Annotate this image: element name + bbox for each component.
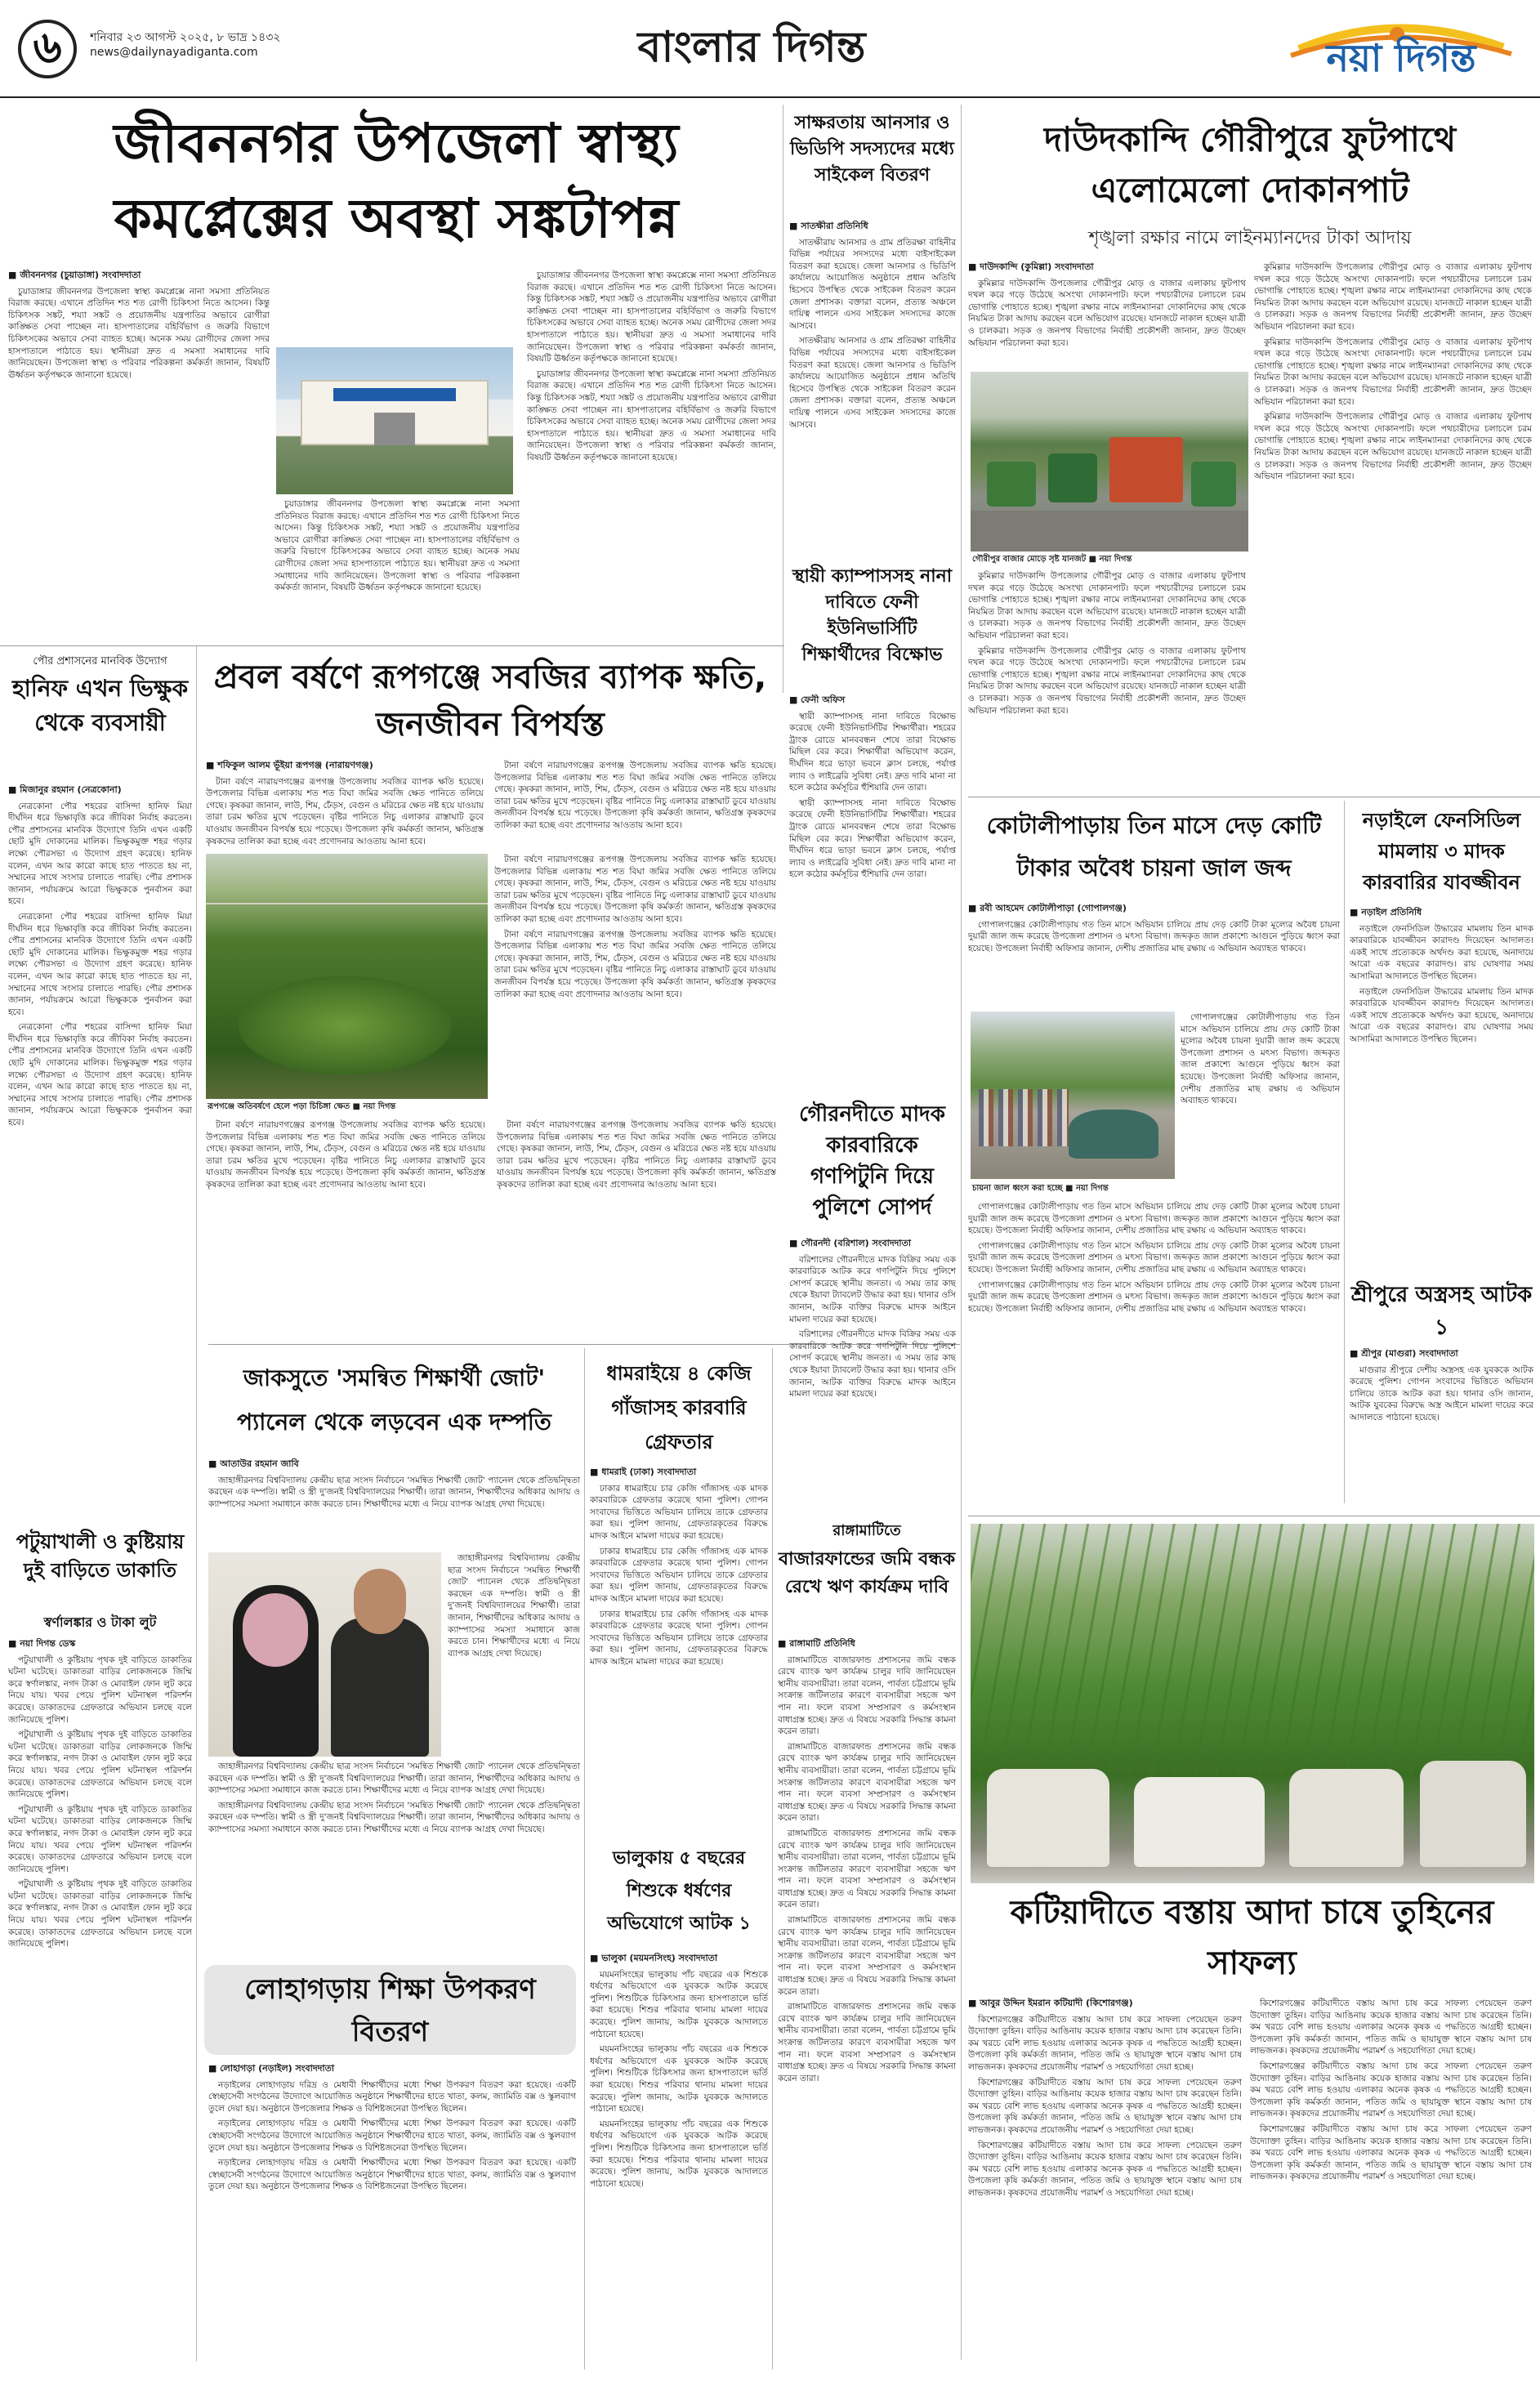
dhamrai-body-cont2: ঢাকার ধামরাইয়ে চার কেজি গাঁজাসহ এক মাদক কারবারিকে গ্রেফতার করেছে থানা পুলিশ। গোপন সংবাদের ভিত্তিতে অভিযান চালিয়ে তাকে গ্রেফতার করা হয়। পুলিশ জানায়, গ্রেফতারকৃতের বিরুদ্ধে মাদক আইনে মামলা দায়ের করা হয়েছে। xyxy=(590,1609,768,1667)
daudkandi-headline[interactable]: দাউদকান্দি গৌরীপুরে ফুটপাথে এলোমেলো দোকানপাট xyxy=(1043,119,1457,210)
narail-body-cont: নড়াইলে ফেনসিডিল উদ্ধারের মামলায় তিন মাদক কারবারিকে যাবজ্জীবন কারাদণ্ড দিয়েছেন আদালত। একই সাথে প্রত্যেককে অর্থদণ্ড করা হয়েছে, অনাদায়ে আরো এক বছরের কারাদণ্ড। রায় ঘোষণার সময় আসামিরা আদালতে উপস্থিত ছিলেন। xyxy=(1350,986,1533,1044)
sack xyxy=(1420,1761,1526,1867)
masthead-divider xyxy=(0,96,1540,98)
kotalipara-article-bottom xyxy=(968,1201,1340,1507)
rangamati-headline[interactable]: বাজারফান্ডের জমি বন্ধক রেখে ঋণ কার্যক্রম দাবি xyxy=(778,1549,956,1597)
rupganj-body-cont5: টানা বর্ষণে নারায়ণগঞ্জের রূপগঞ্জ উপজেলায় সবজির ব্যাপক ক্ষতি হয়েছে। উপজেলার বিভিন্ন এলাকায় শত শত বিঘা জমির সবজি ক্ষেত পানিতে তলিয়ে গেছে। কৃষকরা জানান, লাউ, শিম, ঢেঁড়স, বেগুন ও মরিচের ক্ষেত নষ্ট হয়ে যাওয়ায় তারা চরম ক্ষতির মুখে পড়েছেন। বৃষ্টির পানিতে নিচু এলাকার রাস্তাঘাট ডুবে যাওয়ায় জনজীবন বিপর্যস্ত হয়ে পড়েছে। উপজেলা কৃষি কর্মকর্তা জানান, ক্ষতিগ্রস্ত কৃষকদের তালিকা করা হচ্ছে এবং প্রণোদনার আওতায় আনা হবে। xyxy=(497,1120,776,1190)
jibannagar-body-cont3: চুয়াডাঙ্গার জীবননগর উপজেলা স্বাস্থ্য কমপ্লেক্সে নানা সমস্যা প্রতিনিয়ত বিরাজ করছে। এখানে প্রতিদিন শত শত রোগী চিকিৎসা নিতে আসেন। কিন্তু চিকিৎসক সঙ্কট, শয্যা সঙ্কট ও প্রয়োজনীয় যন্ত্রপাতির অভাবে রোগীরা কাঙ্ক্ষিত সেবা পাচ্ছেন না। হাসপাতালের বহির্বিভাগ ও জরুরি বিভাগে চিকিৎসকের অভাবে সেবা ব্যাহত হচ্ছে। অনেক সময় রোগীদের জেলা সদর হাসপাতালে পাঠাতে হয়। স্থানীয়রা দ্রুত এ সমস্যা সমাধানের দাবি জানিয়েছেন। উপজেলা স্বাস্থ্য ও পরিবার পরিকল্পনা কর্মকর্তা জানান, বিষয়টি ঊর্ধ্বতন কর্তৃপক্ষকে জানানো হয়েছে। xyxy=(527,368,776,462)
bhaluka-byline: ■ ভালুকা (ময়মনসিংহ) সংবাদদাতা xyxy=(590,1953,718,1963)
kotiadi-headline[interactable]: কটিয়াদীতে বস্তায় আদা চাষে তুহিনের সাফল্য xyxy=(1010,1894,1494,1982)
jibannagar-body-cont: চুয়াডাঙ্গার জীবননগর উপজেলা স্বাস্থ্য কমপ্লেক্সে নানা সমস্যা প্রতিনিয়ত বিরাজ করছে। এখানে প্রতিদিন শত শত রোগী চিকিৎসা নিতে আসেন। কিন্তু চিকিৎসক সঙ্কট, শয্যা সঙ্কট ও প্রয়োজনীয় যন্ত্রপাতির অভাবে রোগীরা কাঙ্ক্ষিত সেবা পাচ্ছেন না। হাসপাতালের বহির্বিভাগ ও জরুরি বিভাগে চিকিৎসকের অভাবে সেবা ব্যাহত হচ্ছে। অনেক সময় রোগীদের জেলা সদর হাসপাতালে পাঠাতে হয়। স্থানীয়রা দ্রুত এ সমস্যা সমাধানের দাবি জানিয়েছেন। উপজেলা স্বাস্থ্য ও পরিবার পরিকল্পনা কর্মকর্তা জানান, বিষয়টি ঊর্ধ্বতন কর্তৃপক্ষকে জানানো হয়েছে। xyxy=(275,499,520,593)
kotalipara-body-cont3: গোপালগঞ্জের কোটালীপাড়ায় গত তিন মাসে অভিযান চালিয়ে প্রায় দেড় কোটি টাকা মূল্যের অবৈধ চায়না দুয়ারী জাল জব্দ করেছে উপজেলা প্রশাসন ও মৎস্য বিভাগ। জব্দকৃত জাল প্রকাশ্যে আগুনে পুড়িয়ে ধ্বংস করা হয়েছে। উপজেলা নির্বাহী অফিসার জানান, দেশীয় প্রজাতির মাছ রক্ষায় এ অভিযান অব্যাহত থাকবে। xyxy=(968,1240,1340,1275)
rangamati-article xyxy=(778,1638,956,2361)
gournadi-byline: ■ গৌরনদী (বরিশাল) সংবাদদাতা xyxy=(789,1238,912,1248)
kotiadi-body: কিশোরগঞ্জের কটিয়াদীতে বস্তায় আদা চাষ করে সাফল্য পেয়েছেন তরুণ উদ্যোক্তা তুহিন। বাড়ির আঙিনায় কয়েক হাজার বস্তায় আদা চাষ করেছেন তিনি। কম খরচে বেশি লাভ হওয়ায় এলাকার অনেক কৃষক এ পদ্ধতিতে আগ্রহী হচ্ছেন। উপজেলা কৃষি কর্মকর্তা জানান, পতিত জমি ও ছায়াযুক্ত স্থানে বস্তায় আদা চাষ লাভজনক। কৃষকদের প্রয়োজনীয় পরামর্শ ও সহযোগিতা দেয়া হচ্ছে। xyxy=(968,2014,1242,2072)
daudkandi-subhead: শৃঙ্খলা রক্ষার নামে লাইনম্যানদের টাকা আদায় xyxy=(1088,228,1412,248)
lohagara-body-cont2: নড়াইলের লোহাগড়ায় দরিদ্র ও মেধাবী শিক্ষার্থীদের মধ্যে শিক্ষা উপকরণ বিতরণ করা হয়েছে। একটি স্বেচ্ছাসেবী সংগঠনের উদ্যোগে আয়োজিত অনুষ্ঠানে শিক্ষার্থীদের হাতে খাতা, কলম, জ্যামিতি বক্স ও স্কুলব্যাগ তুলে দেয়া হয়। অনুষ্ঠানে উপজেলার শিক্ষক ও বিশিষ্টজনেরা উপস্থিত ছিলেন। xyxy=(208,2158,576,2192)
patuakhali-byline: ■ নয়া দিগন্ত ডেস্ক xyxy=(8,1638,76,1649)
kotiadi-body-cont4: কিশোরগঞ্জের কটিয়াদীতে বস্তায় আদা চাষ করে সাফল্য পেয়েছেন তরুণ উদ্যোক্তা তুহিন। বাড়ির আঙিনায় কয়েক হাজার বস্তায় আদা চাষ করেছেন তিনি। কম খরচে বেশি লাভ হওয়ায় এলাকার অনেক কৃষক এ পদ্ধতিতে আগ্রহী হচ্ছেন। উপজেলা কৃষি কর্মকর্তা জানান, পতিত জমি ও ছায়াযুক্ত স্থানে বস্তায় আদা চাষ লাভজনক। কৃষকদের প্রয়োজনীয় পরামর্শ ও সহযোগিতা দেয়া হচ্ছে। xyxy=(1250,2061,1532,2119)
ginger-sacks-photo xyxy=(971,1524,1534,1883)
patuakhali-body-cont: পটুয়াখালী ও কুষ্টিয়ায় পৃথক দুই বাড়িতে ডাকাতির ঘটনা ঘটেছে। ডাকাতরা বাড়ির লোকজনকে জিম্মি করে স্বর্ণালঙ্কার, নগদ টাকা ও মোবাইল ফোন লুট করে নিয়ে যায়। খবর পেয়ে পুলিশ ঘটনাস্থল পরিদর্শন করেছে। ডাকাতদের গ্রেফতারে অভিযান চলছে বলে জানিয়েছে পুলিশ। xyxy=(8,1730,192,1800)
vegetable-field-photo xyxy=(206,854,488,1099)
jibannagar-body: চুয়াডাঙ্গার জীবননগর উপজেলা স্বাস্থ্য কমপ্লেক্সে নানা সমস্যা প্রতিনিয়ত বিরাজ করছে। এখানে প্রতিদিন শত শত রোগী চিকিৎসা নিতে আসেন। কিন্তু চিকিৎসক সঙ্কট, শয্যা সঙ্কট ও প্রয়োজনীয় যন্ত্রপাতির অভাবে রোগীরা কাঙ্ক্ষিত সেবা পাচ্ছেন না। হাসপাতালের বহির্বিভাগ ও জরুরি বিভাগে চিকিৎসকের অভাবে সেবা ব্যাহত হচ্ছে। অনেক সময় রোগীদের জেলা সদর হাসপাতালে পাঠাতে হয়। স্থানীয়রা দ্রুত এ সমস্যা সমাধানের দাবি জানিয়েছেন। উপজেলা স্বাস্থ্য ও পরিবার পরিকল্পনা কর্মকর্তা জানান, বিষয়টি ঊর্ধ্বতন কর্তৃপক্ষকে জানানো হয়েছে। xyxy=(8,286,270,380)
lohagara-byline: ■ লোহাগড়া (নড়াইল) সংবাদদাতা xyxy=(208,2063,335,2074)
dhamrai-byline: ■ ধামরাই (ঢাকা) সংবাদদাতা xyxy=(590,1467,697,1477)
narail-article xyxy=(1350,907,1533,1270)
daudkandi-caption: গৌরীপুর বাজার মোড়ে সৃষ্ট যানজট ■ নয়া দিগন্ত xyxy=(972,555,1132,564)
patuakhali-body-cont3: পটুয়াখালী ও কুষ্টিয়ায় পৃথক দুই বাড়িতে ডাকাতির ঘটনা ঘটেছে। ডাকাতরা বাড়ির লোকজনকে জিম্মি করে স্বর্ণালঙ্কার, নগদ টাকা ও মোবাইল ফোন লুট করে নিয়ে যায়। খবর পেয়ে পুলিশ ঘটনাস্থল পরিদর্শন করেছে। ডাকাতদের গ্রেফতারে অভিযান চলছে বলে জানিয়েছে পুলিশ। xyxy=(8,1879,192,1949)
rangamati-body-cont3: রাঙ্গামাটিতে বাজারফান্ড প্রশাসনের জমি বন্ধক রেখে ব্যাংক ঋণ কার্যক্রম চালুর দাবি জানিয়েছেন স্থানীয় ব্যবসায়ীরা। তারা বলেন, পার্বত্য চট্টগ্রামে ভূমি সংক্রান্ত জটিলতার কারণে ব্যবসায়ীরা সহজে ঋণ পান না। ফলে ব্যবসা সম্প্রসারণ ও কর্মসংস্থান বাধাগ্রস্ত হচ্ছে। দ্রুত এ বিষয়ে সরকারি সিদ্ধান্ত কামনা করেন তারা। xyxy=(778,1915,956,1997)
feni-article xyxy=(789,694,956,1095)
kotalipara-body: গোপালগঞ্জের কোটালীপাড়ায় গত তিন মাসে অভিযান চালিয়ে প্রায় দেড় কোটি টাকা মূল্যের অবৈধ চায়না দুয়ারী জাল জব্দ করেছে উপজেলা প্রশাসন ও মৎস্য বিভাগ। জব্দকৃত জাল প্রকাশ্যে আগুনে পুড়িয়ে ধ্বংস করা হয়েছে। উপজেলা নির্বাহী অফিসার জানান, দেশীয় প্রজাতির মাছ রক্ষায় এ অভিযান অব্যাহত থাকবে। xyxy=(968,919,1340,953)
column-rule xyxy=(772,1348,773,2369)
saksharata-byline: ■ সাতক্ষীরা প্রতিনিধি xyxy=(789,221,868,231)
kotiadi-body-cont3: কিশোরগঞ্জের কটিয়াদীতে বস্তায় আদা চাষ করে সাফল্য পেয়েছেন তরুণ উদ্যোক্তা তুহিন। বাড়ির আঙিনায় কয়েক হাজার বস্তায় আদা চাষ করেছেন তিনি। কম খরচে বেশি লাভ হওয়ায় এলাকার অনেক কৃষক এ পদ্ধতিতে আগ্রহী হচ্ছেন। উপজেলা কৃষি কর্মকর্তা জানান, পতিত জমি ও ছায়াযুক্ত স্থানে বস্তায় আদা চাষ লাভজনক। কৃষকদের প্রয়োজনীয় পরামর্শ ও সহযোগিতা দেয়া হচ্ছে। xyxy=(1250,1998,1532,2056)
cng-vehicle xyxy=(987,462,1036,507)
kotalipara-article-col2 xyxy=(1181,1011,1340,1199)
net-pile xyxy=(1069,1110,1158,1159)
kotalipara-byline: ■ রবী আহমেদ কোটালীপাড়া (গোপালগঞ্জ) xyxy=(968,903,1127,913)
daudkandi-article-col2 xyxy=(1254,261,1532,793)
lohagara-body: নড়াইলের লোহাগড়ায় দরিদ্র ও মেধাবী শিক্ষার্থীদের মধ্যে শিক্ষা উপকরণ বিতরণ করা হয়েছে। একটি স্বেচ্ছাসেবী সংগঠনের উদ্যোগে আয়োজিত অনুষ্ঠানে শিক্ষার্থীদের হাতে খাতা, কলম, জ্যামিতি বক্স ও স্কুলব্যাগ তুলে দেয়া হয়। অনুষ্ঠানে উপজেলার শিক্ষক ও বিশিষ্টজনেরা উপস্থিত ছিলেন। xyxy=(208,2079,576,2114)
jakshu-headline[interactable]: জাকসুতে 'সমন্বিত শিক্ষার্থী জোট' প্যানেল থেকে লড়বেন এক দম্পতি xyxy=(237,1364,551,1436)
gournadi-body: বরিশালের গৌরনদীতে মাদক বিক্রির সময় এক কারবারিকে আটক করে গণপিটুনি দিয়ে পুলিশে সোপর্দ করেছে স্থানীয় জনতা। এ সময় তার কাছ থেকে ইয়াবা ট্যাবলেট উদ্ধার করা হয়। থানার ওসি জানান, আটক ব্যক্তির বিরুদ্ধে মাদক আইনে মামলা দায়ের করা হয়েছে। xyxy=(789,1254,956,1324)
trellis-frame xyxy=(206,903,488,904)
dhamrai-body-cont: ঢাকার ধামরাইয়ে চার কেজি গাঁজাসহ এক মাদক কারবারিকে গ্রেফতার করেছে থানা পুলিশ। গোপন সংবাদের ভিত্তিতে অভিযান চালিয়ে তাকে গ্রেফতার করা হয়। পুলিশ জানায়, গ্রেফতারকৃতের বিরুদ্ধে মাদক আইনে মামলা দায়ের করা হয়েছে। xyxy=(590,1546,768,1604)
section-rule xyxy=(0,645,784,646)
sripur-body: মাগুরার শ্রীপুরে দেশীয় অস্ত্রসহ এক যুবককে আটক করেছে পুলিশ। গোপন সংবাদের ভিত্তিতে অভিযান চালিয়ে তাকে আটক করা হয়। থানার ওসি জানান, আটক যুবকের বিরুদ্ধে অস্ত্র আইনে মামলা দায়ের করে আদালতে পাঠানো হয়েছে। xyxy=(1350,1364,1533,1422)
kotalipara-body-cont2: গোপালগঞ্জের কোটালীপাড়ায় গত তিন মাসে অভিযান চালিয়ে প্রায় দেড় কোটি টাকা মূল্যের অবৈধ চায়না দুয়ারী জাল জব্দ করেছে উপজেলা প্রশাসন ও মৎস্য বিভাগ। জব্দকৃত জাল প্রকাশ্যে আগুনে পুড়িয়ে ধ্বংস করা হয়েছে। উপজেলা নির্বাহী অফিসার জানান, দেশীয় প্রজাতির মাছ রক্ষায় এ অভিযান অব্যাহত থাকবে। xyxy=(968,1202,1340,1236)
feni-body-cont: স্থায়ী ক্যাম্পাসসহ নানা দাবিতে বিক্ষোভ করেছে ফেনী ইউনিভার্সিটির শিক্ষার্থীরা। শহরের ট্রাংক রোডে মানববন্ধন শেষে তারা বিক্ষোভ মিছিল বের করে। শিক্ষার্থীরা অভিযোগ করেন, দীর্ঘদিন ধরে ভাড়া ভবনে ক্লাস চলছে, পর্যাপ্ত ল্যাব ও লাইব্রেরি সুবিধা নেই। দ্রুত দাবি মানা না হলে কঠোর কর্মসূচির হুঁশিয়ারি দেন তারা। xyxy=(789,797,956,880)
lohagara-headline[interactable]: লোহাগড়ায় শিক্ষা উপকরণ বিতরণ xyxy=(204,1965,576,2055)
sack xyxy=(1134,1777,1265,1867)
rupganj-body-cont3: টানা বর্ষণে নারায়ণগঞ্জের রূপগঞ্জ উপজেলায় সবজির ব্যাপক ক্ষতি হয়েছে। উপজেলার বিভিন্ন এলাকায় শত শত বিঘা জমির সবজি ক্ষেত পানিতে তলিয়ে গেছে। কৃষকরা জানান, লাউ, শিম, ঢেঁড়স, বেগুন ও মরিচের ক্ষেত নষ্ট হয়ে যাওয়ায় তারা চরম ক্ষতির মুখে পড়েছেন। বৃষ্টির পানিতে নিচু এলাকার রাস্তাঘাট ডুবে যাওয়ায় জনজীবন বিপর্যস্ত হয়ে পড়েছে। উপজেলা কৃষি কর্মকর্তা জানান, ক্ষতিগ্রস্ত কৃষকদের তালিকা করা হচ্ছে এবং প্রণোদনার আওতায় আনা হবে। xyxy=(494,929,776,999)
cng-vehicle xyxy=(1048,453,1097,502)
sripur-byline: ■ শ্রীপুর (মাগুরা) সংবাদদাতা xyxy=(1350,1348,1458,1359)
bhaluka-body: ময়মনসিংহের ভালুকায় পাঁচ বছরের এক শিশুকে ধর্ষণের অভিযোগে এক যুবককে আটক করেছে পুলিশ। শিশুটিকে চিকিৎসার জন্য হাসপাতালে ভর্তি করা হয়েছে। শিশুর পরিবার থানায় মামলা দায়ের করেছে। পুলিশ জানায়, আটক যুবককে আদালতে পাঠানো হয়েছে। xyxy=(590,1969,768,2039)
hanif-headline[interactable]: হানিফ এখন ভিক্ষুক থেকে ব্যবসায়ী xyxy=(11,675,189,736)
gournadi-headline[interactable]: গৌরনদীতে মাদক কারবারিকে গণপিটুনি দিয়ে পুলিশে সোপর্দ xyxy=(799,1102,945,1220)
kotiadi-byline: ■ আবুর উদ্দিন ইমরান কটিয়াদী (কিশোরগঞ্জ) xyxy=(968,1998,1133,2008)
email-link[interactable]: news@dailynayadiganta.com xyxy=(90,46,258,59)
man-figure xyxy=(331,1618,429,1757)
crowd xyxy=(979,1089,1069,1146)
rangamati-byline: ■ রাঙ্গামাটি প্রতিনিধি xyxy=(778,1638,855,1649)
daudkandi-body: কুমিল্লার দাউদকান্দি উপজেলার গৌরীপুর মোড় ও বাজার এলাকায় ফুটপাথ দখল করে গড়ে উঠেছে অসংখ্য দোকানপাট। ফলে পথচারীদের চলাচলে চরম ভোগান্তি পোহাতে হচ্ছে। শৃঙ্খলা রক্ষার নামে লাইনম্যানরা দোকানিদের কাছ থেকে নিয়মিত টাকা আদায় করছেন বলে অভিযোগ রয়েছে। যানজটে নাকাল হচ্ছেন যাত্রী ও চালকরা। সড়ক ও জনপথ বিভাগের নির্বাহী প্রকৌশলী জানান, দ্রুত উচ্ছেদ অভিযান পরিচালনা করা হবে। xyxy=(968,278,1246,348)
daudkandi-article-col1b xyxy=(968,570,1246,791)
kotalipara-caption: চায়না জাল ধ্বংস করা হচ্ছে ■ নয়া দিগন্ত xyxy=(972,1184,1109,1193)
saksharata-headline[interactable]: সাক্ষরতায় আনসার ও ভিডিপি সদস্যদের মধ্যে সাইকেল বিতরণ xyxy=(790,113,954,185)
jibannagar-headline[interactable]: জীবননগর উপজেলা স্বাস্থ্য কমপ্লেক্সের অবস্থা সঙ্কটাপন্ন xyxy=(114,112,679,250)
jibannagar-article-col3 xyxy=(527,270,776,641)
jibannagar-article-col2 xyxy=(275,498,520,641)
cng-vehicle xyxy=(1191,462,1236,507)
rangamati-body-cont4: রাঙ্গামাটিতে বাজারফান্ড প্রশাসনের জমি বন্ধক রেখে ব্যাংক ঋণ কার্যক্রম চালুর দাবি জানিয়েছেন স্থানীয় ব্যবসায়ীরা। তারা বলেন, পার্বত্য চট্টগ্রামে ভূমি সংক্রান্ত জটিলতার কারণে ব্যবসায়ীরা সহজে ঋণ পান না। ফলে ব্যবসা সম্প্রসারণ ও কর্মসংস্থান বাধাগ্রস্ত হচ্ছে। দ্রুত এ বিষয়ে সরকারি সিদ্ধান্ত কামনা করেন তারা। xyxy=(778,2002,956,2083)
column-rule xyxy=(1344,801,1345,1503)
rupganj-caption: রূপগঞ্জে অতিবর্ষণে হেলে পড়া চিচিঙ্গা ক্ষেত ■ নয়া দিগন্ত xyxy=(208,1102,396,1111)
rupganj-article-bottom xyxy=(206,1119,776,1340)
rangamati-body: রাঙ্গামাটিতে বাজারফান্ড প্রশাসনের জমি বন্ধক রেখে ব্যাংক ঋণ কার্যক্রম চালুর দাবি জানিয়েছেন স্থানীয় ব্যবসায়ীরা। তারা বলেন, পার্বত্য চট্টগ্রামে ভূমি সংক্রান্ত জটিলতার কারণে ব্যবসায়ীরা সহজে ঋণ পান না। ফলে ব্যবসা সম্প্রসারণ ও কর্মসংস্থান বাধাগ্রস্ত হচ্ছে। দ্রুত এ বিষয়ে সরকারি সিদ্ধান্ত কামনা করেন তারা। xyxy=(778,1654,956,1737)
section-title: বাংলার দিগন্ত xyxy=(637,23,866,72)
lohagara-article xyxy=(208,2063,576,2361)
rupganj-body-cont: টানা বর্ষণে নারায়ণগঞ্জের রূপগঞ্জ উপজেলায় সবজির ব্যাপক ক্ষতি হয়েছে। উপজেলার বিভিন্ন এলাকায় শত শত বিঘা জমির সবজি ক্ষেত পানিতে তলিয়ে গেছে। কৃষকরা জানান, লাউ, শিম, ঢেঁড়স, বেগুন ও মরিচের ক্ষেত নষ্ট হয়ে যাওয়ায় তারা চরম ক্ষতির মুখে পড়েছেন। বৃষ্টির পানিতে নিচু এলাকার রাস্তাঘাট ডুবে যাওয়ায় জনজীবন বিপর্যস্ত হয়ে পড়েছে। উপজেলা কৃষি কর্মকর্তা জানান, ক্ষতিগ্রস্ত কৃষকদের তালিকা করা হচ্ছে এবং প্রণোদনার আওতায় আনা হবে। xyxy=(494,761,776,830)
fallen-plants xyxy=(239,976,451,1074)
rupganj-byline: ■ শফিকুল আলম ভূঁইয়া রূপগঞ্জ (নারায়ণগঞ্জ) xyxy=(206,760,373,770)
net-destruction-photo xyxy=(971,1011,1175,1179)
newspaper-logo-text: নয়া দিগন্ত xyxy=(1326,36,1476,80)
hospital-sign xyxy=(333,388,456,401)
couple-photo xyxy=(208,1552,441,1757)
bhaluka-body-cont: ময়মনসিংহের ভালুকায় পাঁচ বছরের এক শিশুকে ধর্ষণের অভিযোগে এক যুবককে আটক করেছে পুলিশ। শিশুটিকে চিকিৎসার জন্য হাসপাতালে ভর্তি করা হয়েছে। শিশুর পরিবার থানায় মামলা দায়ের করেছে। পুলিশ জানায়, আটক যুবককে আদালতে পাঠানো হয়েছে। xyxy=(590,2044,768,2114)
kotiadi-body-cont: কিশোরগঞ্জের কটিয়াদীতে বস্তায় আদা চাষ করে সাফল্য পেয়েছেন তরুণ উদ্যোক্তা তুহিন। বাড়ির আঙিনায় কয়েক হাজার বস্তায় আদা চাষ করেছেন তিনি। কম খরচে বেশি লাভ হওয়ায় এলাকার অনেক কৃষক এ পদ্ধতিতে আগ্রহী হচ্ছেন। উপজেলা কৃষি কর্মকর্তা জানান, পতিত জমি ও ছায়াযুক্ত স্থানে বস্তায় আদা চাষ লাভজনক। কৃষকদের প্রয়োজনীয় পরামর্শ ও সহযোগিতা দেয়া হচ্ছে। xyxy=(968,2077,1242,2135)
kotalipara-body-cont4: গোপালগঞ্জের কোটালীপাড়ায় গত তিন মাসে অভিযান চালিয়ে প্রায় দেড় কোটি টাকা মূল্যের অবৈধ চায়না দুয়ারী জাল জব্দ করেছে উপজেলা প্রশাসন ও মৎস্য বিভাগ। জব্দকৃত জাল প্রকাশ্যে আগুনে পুড়িয়ে ধ্বংস করা হয়েছে। উপজেলা নির্বাহী অফিসার জানান, দেশীয় প্রজাতির মাছ রক্ষায় এ অভিযান অব্যাহত থাকবে। xyxy=(968,1279,1340,1314)
gournadi-article xyxy=(789,1238,956,1507)
bus-vehicle xyxy=(1109,437,1183,502)
hospital-gate xyxy=(374,413,415,445)
hanif-kicker: পৌর প্রশাসনের মানবিক উদ্যোগ xyxy=(33,655,167,668)
lohagara-body-cont: নড়াইলের লোহাগড়ায় দরিদ্র ও মেধাবী শিক্ষার্থীদের মধ্যে শিক্ষা উপকরণ বিতরণ করা হয়েছে। একটি স্বেচ্ছাসেবী সংগঠনের উদ্যোগে আয়োজিত অনুষ্ঠানে শিক্ষার্থীদের হাতে খাতা, কলম, জ্যামিতি বক্স ও স্কুলব্যাগ তুলে দেয়া হয়। অনুষ্ঠানে উপজেলার শিক্ষক ও বিশিষ্টজনেরা উপস্থিত ছিলেন। xyxy=(208,2119,576,2153)
column-rule xyxy=(584,1348,585,2369)
jakshu-body-cont2: জাহাঙ্গীরনগর বিশ্ববিদ্যালয় কেন্দ্রীয় ছাত্র সংসদ নির্বাচনে 'সমন্বিত শিক্ষার্থী জোট' প্যানেল থেকে প্রতিদ্বন্দ্বিতা করছেন এক দম্পতি। স্বামী ও স্ত্রী দু'জনই বিশ্ববিদ্যালয়ের শিক্ষার্থী। তারা জানান, শিক্ষার্থীদের অধিকার আদায় ও ক্যাম্পাসের সমস্যা সমাধানে কাজ করতে চান। শিক্ষার্থীদের মধ্যে এ নিয়ে ব্যাপক আগ্রহ দেখা দিয়েছে। xyxy=(208,1762,580,1796)
column-rule xyxy=(961,105,962,2360)
kotalipara-headline[interactable]: কোটালীপাড়ায় তিন মাসে দেড় কোটি টাকার অবৈধ চায়না জাল জব্দ xyxy=(986,812,1322,882)
rangamati-kicker: রাঙ্গামাটিতে xyxy=(832,1522,901,1539)
kotiadi-article xyxy=(968,1998,1242,2361)
rupganj-article xyxy=(206,760,484,850)
jakshu-article-bottom xyxy=(208,1761,580,1957)
jakshu-byline: ■ আতাউর রহমান জাবি xyxy=(208,1458,299,1469)
traffic-jam-photo xyxy=(971,372,1248,551)
hanif-body-cont: নেত্রকোনা পৌর শহরের বাসিন্দা হানিফ মিয়া দীর্ঘদিন ধরে ভিক্ষাবৃত্তি করে জীবিকা নির্বাহ করতেন। পৌর প্রশাসনের মানবিক উদ্যোগে তিনি এখন একটি ছোট মুদি দোকানের মালিক। ভিক্ষুকমুক্ত শহর গড়ার লক্ষ্যে পৌরসভা এ উদ্যোগ গ্রহণ করেছে। হানিফ বলেন, এখন আর কারো কাছে হাত পাততে হয় না, সম্মানের সাথে সংসার চালাতে পারছি। পৌর প্রশাসক জানান, পর্যায়ক্রমে আরো ভিক্ষুককে পুনর্বাসন করা হবে। xyxy=(8,911,192,1017)
sack xyxy=(987,1769,1109,1867)
dhamrai-headline[interactable]: ধামরাইয়ে ৪ কেজি গাঁজাসহ কারবারি গ্রেফতার xyxy=(606,1362,752,1454)
woman-hijab xyxy=(243,1593,308,1667)
kotiadi-body-cont2: কিশোরগঞ্জের কটিয়াদীতে বস্তায় আদা চাষ করে সাফল্য পেয়েছেন তরুণ উদ্যোক্তা তুহিন। বাড়ির আঙিনায় কয়েক হাজার বস্তায় আদা চাষ করেছেন তিনি। কম খরচে বেশি লাভ হওয়ায় এলাকার অনেক কৃষক এ পদ্ধতিতে আগ্রহী হচ্ছেন। উপজেলা কৃষি কর্মকর্তা জানান, পতিত জমি ও ছায়াযুক্ত স্থানে বস্তায় আদা চাষ লাভজনক। কৃষকদের প্রয়োজনীয় পরামর্শ ও সহযোগিতা দেয়া হচ্ছে। xyxy=(968,2140,1242,2198)
saksharata-article xyxy=(789,221,956,547)
gournadi-body-cont: বরিশালের গৌরনদীতে মাদক বিক্রির সময় এক কারবারিকে আটক করে গণপিটুনি দিয়ে পুলিশে সোপর্দ করেছে স্থানীয় জনতা। এ সময় তার কাছ থেকে ইয়াবা ট্যাবলেট উদ্ধার করা হয়। থানার ওসি জানান, আটক ব্যক্তির বিরুদ্ধে মাদক আইনে মামলা দায়ের করা হয়েছে। xyxy=(789,1329,956,1400)
bhaluka-headline[interactable]: ভালুকায় ৫ বছরের শিশুকে ধর্ষণের অভিযোগে আটক ১ xyxy=(607,1848,751,1934)
road-surface xyxy=(971,511,1248,551)
masthead xyxy=(0,0,1540,98)
issue-date: শনিবার ২৩ আগস্ট ২০২৫, ৮ ভাদ্র ১৪৩২ xyxy=(90,31,281,44)
narail-headline[interactable]: নড়াইলে ফেনসিডিল মামলায় ৩ মাদক কারবারির যাবজ্জীবন xyxy=(1362,809,1521,894)
daudkandi-article xyxy=(968,261,1246,372)
daudkandi-body-cont: কুমিল্লার দাউদকান্দি উপজেলার গৌরীপুর মোড় ও বাজার এলাকায় ফুটপাথ দখল করে গড়ে উঠেছে অসংখ্য দোকানপাট। ফলে পথচারীদের চলাচলে চরম ভোগান্তি পোহাতে হচ্ছে। শৃঙ্খলা রক্ষার নামে লাইনম্যানরা দোকানিদের কাছ থেকে নিয়মিত টাকা আদায় করছেন বলে অভিযোগ রয়েছে। যানজটে নাকাল হচ্ছেন যাত্রী ও চালকরা। সড়ক ও জনপথ বিভাগের নির্বাহী প্রকৌশলী জানান, দ্রুত উচ্ছেদ অভিযান পরিচালনা করা হবে। xyxy=(968,571,1246,641)
sack xyxy=(1289,1769,1404,1867)
jakshu-body: জাহাঙ্গীরনগর বিশ্ববিদ্যালয় কেন্দ্রীয় ছাত্র সংসদ নির্বাচনে 'সমন্বিত শিক্ষার্থী জোট' প্যানেল থেকে প্রতিদ্বন্দ্বিতা করছেন এক দম্পতি। স্বামী ও স্ত্রী দু'জনই বিশ্ববিদ্যালয়ের শিক্ষার্থী। তারা জানান, শিক্ষার্থীদের অধিকার আদায় ও ক্যাম্পাসের সমস্যা সমাধানে কাজ করতে চান। শিক্ষার্থীদের মধ্যে এ নিয়ে ব্যাপক আগ্রহ দেখা দিয়েছে। xyxy=(208,1475,580,1509)
rupganj-body-cont2: টানা বর্ষণে নারায়ণগঞ্জের রূপগঞ্জ উপজেলায় সবজির ব্যাপক ক্ষতি হয়েছে। উপজেলার বিভিন্ন এলাকায় শত শত বিঘা জমির সবজি ক্ষেত পানিতে তলিয়ে গেছে। কৃষকরা জানান, লাউ, শিম, ঢেঁড়স, বেগুন ও মরিচের ক্ষেত নষ্ট হয়ে যাওয়ায় তারা চরম ক্ষতির মুখে পড়েছেন। বৃষ্টির পানিতে নিচু এলাকার রাস্তাঘাট ডুবে যাওয়ায় জনজীবন বিপর্যস্ত হয়ে পড়েছে। উপজেলা কৃষি কর্মকর্তা জানান, ক্ষতিগ্রস্ত কৃষকদের তালিকা করা হচ্ছে এবং প্রণোদনার আওতায় আনা হবে। xyxy=(494,855,776,924)
narail-byline: ■ নড়াইল প্রতিনিধি xyxy=(1350,907,1422,918)
patuakhali-headline[interactable]: পটুয়াখালী ও কুষ্টিয়ায় দুই বাড়িতে ডাকাতি xyxy=(16,1530,185,1582)
sripur-headline[interactable]: শ্রীপুরে অস্ত্রসহ আটক ১ xyxy=(1350,1283,1533,1340)
daudkandi-body-cont4: কুমিল্লার দাউদকান্দি উপজেলার গৌরীপুর মোড় ও বাজার এলাকায় ফুটপাথ দখল করে গড়ে উঠেছে অসংখ্য দোকানপাট। ফলে পথচারীদের চলাচলে চরম ভোগান্তি পোহাতে হচ্ছে। শৃঙ্খলা রক্ষার নামে লাইনম্যানরা দোকানিদের কাছ থেকে নিয়মিত টাকা আদায় করছেন বলে অভিযোগ রয়েছে। যানজটে নাকাল হচ্ছেন যাত্রী ও চালকরা। সড়ক ও জনপথ বিভাগের নির্বাহী প্রকৌশলী জানান, দ্রুত উচ্ছেদ অভিযান পরিচালনা করা হবে। xyxy=(1254,337,1532,407)
jakshu-article-col2 xyxy=(448,1552,580,1757)
hanif-body-cont2: নেত্রকোনা পৌর শহরের বাসিন্দা হানিফ মিয়া দীর্ঘদিন ধরে ভিক্ষাবৃত্তি করে জীবিকা নির্বাহ করতেন। পৌর প্রশাসনের মানবিক উদ্যোগে তিনি এখন একটি ছোট মুদি দোকানের মালিক। ভিক্ষুকমুক্ত শহর গড়ার লক্ষ্যে পৌরসভা এ উদ্যোগ গ্রহণ করেছে। হানিফ বলেন, এখন আর কারো কাছে হাত পাততে হয় না, সম্মানের সাথে সংসার চালাতে পারছি। পৌর প্রশাসক জানান, পর্যায়ক্রমে আরো ভিক্ষুককে পুনর্বাসন করা হবে। xyxy=(8,1022,192,1128)
jakshu-article xyxy=(208,1458,580,1548)
jakshu-body-cont: জাহাঙ্গীরনগর বিশ্ববিদ্যালয় কেন্দ্রীয় ছাত্র সংসদ নির্বাচনে 'সমন্বিত শিক্ষার্থী জোট' প্যানেল থেকে প্রতিদ্বন্দ্বিতা করছেন এক দম্পতি। স্বামী ও স্ত্রী দু'জনই বিশ্ববিদ্যালয়ের শিক্ষার্থী। তারা জানান, শিক্ষার্থীদের অধিকার আদায় ও ক্যাম্পাসের সমস্যা সমাধানে কাজ করতে চান। শিক্ষার্থীদের মধ্যে এ নিয়ে ব্যাপক আগ্রহ দেখা দিয়েছে। xyxy=(448,1553,580,1659)
bhaluka-body-cont2: ময়মনসিংহের ভালুকায় পাঁচ বছরের এক শিশুকে ধর্ষণের অভিযোগে এক যুবককে আটক করেছে পুলিশ। শিশুটিকে চিকিৎসার জন্য হাসপাতালে ভর্তি করা হয়েছে। শিশুর পরিবার থানায় মামলা দায়ের করেছে। পুলিশ জানায়, আটক যুবককে আদালতে পাঠানো হয়েছে। xyxy=(590,2119,768,2189)
page-number: ৬ xyxy=(33,21,62,73)
hanif-byline: ■ মিজানুর রহমান (নেত্রকোনা) xyxy=(8,784,122,795)
hospital-photo xyxy=(276,347,513,494)
rangamati-body-cont: রাঙ্গামাটিতে বাজারফান্ড প্রশাসনের জমি বন্ধক রেখে ব্যাংক ঋণ কার্যক্রম চালুর দাবি জানিয়েছেন স্থানীয় ব্যবসায়ীরা। তারা বলেন, পার্বত্য চট্টগ্রামে ভূমি সংক্রান্ত জটিলতার কারণে ব্যবসায়ীরা সহজে ঋণ পান না। ফলে ব্যবসা সম্প্রসারণ ও কর্মসংস্থান বাধাগ্রস্ত হচ্ছে। দ্রুত এ বিষয়ে সরকারি সিদ্ধান্ত কামনা করেন তারা। xyxy=(778,1741,956,1824)
patuakhali-body-cont2: পটুয়াখালী ও কুষ্টিয়ায় পৃথক দুই বাড়িতে ডাকাতির ঘটনা ঘটেছে। ডাকাতরা বাড়ির লোকজনকে জিম্মি করে স্বর্ণালঙ্কার, নগদ টাকা ও মোবাইল ফোন লুট করে নিয়ে যায়। খবর পেয়ে পুলিশ ঘটনাস্থল পরিদর্শন করেছে। ডাকাতদের গ্রেফতারে অভিযান চলছে বলে জানিয়েছে পুলিশ। xyxy=(8,1804,192,1874)
rupganj-article-col2 xyxy=(494,760,776,850)
dhamrai-article xyxy=(590,1467,768,1838)
patuakhali-article xyxy=(8,1638,192,2361)
bhaluka-article xyxy=(590,1953,768,2361)
kotiadi-article-col2 xyxy=(1250,1998,1532,2361)
patuakhali-subhead: স্বর্ণালঙ্কার ও টাকা লুট xyxy=(43,1614,157,1630)
rupganj-body-cont4: টানা বর্ষণে নারায়ণগঞ্জের রূপগঞ্জ উপজেলায় সবজির ব্যাপক ক্ষতি হয়েছে। উপজেলার বিভিন্ন এলাকায় শত শত বিঘা জমির সবজি ক্ষেত পানিতে তলিয়ে গেছে। কৃষকরা জানান, লাউ, শিম, ঢেঁড়স, বেগুন ও মরিচের ক্ষেত নষ্ট হয়ে যাওয়ায় তারা চরম ক্ষতির মুখে পড়েছেন। বৃষ্টির পানিতে নিচু এলাকার রাস্তাঘাট ডুবে যাওয়ায় জনজীবন বিপর্যস্ত হয়ে পড়েছে। উপজেলা কৃষি কর্মকর্তা জানান, ক্ষতিগ্রস্ত কৃষকদের তালিকা করা হচ্ছে এবং প্রণোদনার আওতায় আনা হবে। xyxy=(206,1120,485,1190)
saksharata-body: সাতক্ষীরায় আনসার ও গ্রাম প্রতিরক্ষা বাহিনীর বিভিন্ন পর্যায়ের সদস্যদের মধ্যে বাইসাইকেল বিতরণ করা হয়েছে। জেলা আনসার ও ভিডিপি কার্যালয়ে আয়োজিত অনুষ্ঠানে প্রধান অতিথি হিসেবে উপস্থিত থেকে সাইকেল বিতরণ করেন জেলা প্রশাসক। বক্তারা বলেন, প্রত্যন্ত অঞ্চলে দায়িত্ব পালনে এসব সাইকেল সদস্যদের কাজে আসবে। xyxy=(789,237,956,331)
jibannagar-body-cont2: চুয়াডাঙ্গার জীবননগর উপজেলা স্বাস্থ্য কমপ্লেক্সে নানা সমস্যা প্রতিনিয়ত বিরাজ করছে। এখানে প্রতিদিন শত শত রোগী চিকিৎসা নিতে আসেন। কিন্তু চিকিৎসক সঙ্কট, শয্যা সঙ্কট ও প্রয়োজনীয় যন্ত্রপাতির অভাবে রোগীরা কাঙ্ক্ষিত সেবা পাচ্ছেন না। হাসপাতালের বহির্বিভাগ ও জরুরি বিভাগে চিকিৎসকের অভাবে সেবা ব্যাহত হচ্ছে। অনেক সময় রোগীদের জেলা সদর হাসপাতালে পাঠাতে হয়। স্থানীয়রা দ্রুত এ সমস্যা সমাধানের দাবি জানিয়েছেন। উপজেলা স্বাস্থ্য ও পরিবার পরিকল্পনা কর্মকর্তা জানান, বিষয়টি ঊর্ধ্বতন কর্তৃপক্ষকে জানানো হয়েছে। xyxy=(527,270,776,364)
kotiadi-body-cont5: কিশোরগঞ্জের কটিয়াদীতে বস্তায় আদা চাষ করে সাফল্য পেয়েছেন তরুণ উদ্যোক্তা তুহিন। বাড়ির আঙিনায় কয়েক হাজার বস্তায় আদা চাষ করেছেন তিনি। কম খরচে বেশি লাভ হওয়ায় এলাকার অনেক কৃষক এ পদ্ধতিতে আগ্রহী হচ্ছেন। উপজেলা কৃষি কর্মকর্তা জানান, পতিত জমি ও ছায়াযুক্ত স্থানে বস্তায় আদা চাষ লাভজনক। কৃষকদের প্রয়োজনীয় পরামর্শ ও সহযোগিতা দেয়া হচ্ছে। xyxy=(1250,2123,1532,2182)
feni-byline: ■ ফেনী অফিস xyxy=(789,694,846,705)
rupganj-headline[interactable]: প্রবল বর্ষণে রূপগঞ্জে সবজির ব্যাপক ক্ষতি, জনজীবন বিপর্যস্ত xyxy=(213,659,767,744)
feni-headline[interactable]: স্থায়ী ক্যাম্পাসসহ নানা দাবিতে ফেনী ইউনিভার্সিটি শিক্ষার্থীদের বিক্ষোভ xyxy=(792,566,953,665)
kotalipara-body-cont: গোপালগঞ্জের কোটালীপাড়ায় গত তিন মাসে অভিযান চালিয়ে প্রায় দেড় কোটি টাকা মূল্যের অবৈধ চায়না দুয়ারী জাল জব্দ করেছে উপজেলা প্রশাসন ও মৎস্য বিভাগ। জব্দকৃত জাল প্রকাশ্যে আগুনে পুড়িয়ে ধ্বংস করা হয়েছে। উপজেলা নির্বাহী অফিসার জানান, দেশীয় প্রজাতির মাছ রক্ষায় এ অভিযান অব্যাহত থাকবে। xyxy=(1181,1012,1340,1106)
feni-body: স্থায়ী ক্যাম্পাসসহ নানা দাবিতে বিক্ষোভ করেছে ফেনী ইউনিভার্সিটির শিক্ষার্থীরা। শহরের ট্রাংক রোডে মানববন্ধন শেষে তারা বিক্ষোভ মিছিল বের করে। শিক্ষার্থীরা অভিযোগ করেন, দীর্ঘদিন ধরে ভাড়া ভবনে ক্লাস চলছে, পর্যাপ্ত ল্যাব ও লাইব্রেরি সুবিধা নেই। দ্রুত দাবি মানা না হলে কঠোর কর্মসূচির হুঁশিয়ারি দেন তারা। xyxy=(789,711,956,793)
jakshu-body-cont3: জাহাঙ্গীরনগর বিশ্ববিদ্যালয় কেন্দ্রীয় ছাত্র সংসদ নির্বাচনে 'সমন্বিত শিক্ষার্থী জোট' প্যানেল থেকে প্রতিদ্বন্দ্বিতা করছেন এক দম্পতি। স্বামী ও স্ত্রী দু'জনই বিশ্ববিদ্যালয়ের শিক্ষার্থী। তারা জানান, শিক্ষার্থীদের অধিকার আদায় ও ক্যাম্পাসের সমস্যা সমাধানে কাজ করতে চান। শিক্ষার্থীদের মধ্যে এ নিয়ে ব্যাপক আগ্রহ দেখা দিয়েছে। xyxy=(208,1800,580,1834)
narail-body: নড়াইলে ফেনসিডিল উদ্ধারের মামলায় তিন মাদক কারবারিকে যাবজ্জীবন কারাদণ্ড দিয়েছেন আদালত। একই সাথে প্রত্যেককে অর্থদণ্ড করা হয়েছে, অনাদায়ে আরো এক বছরের কারাদণ্ড। রায় ঘোষণার সময় আসামিরা আদালতে উপস্থিত ছিলেন। xyxy=(1350,923,1533,981)
ginger-leaves xyxy=(971,1524,1534,1793)
hanif-article xyxy=(8,784,192,1516)
jibannagar-byline: ■ জীবননগর (চুয়াডাঙ্গা) সংবাদদাতা xyxy=(8,270,141,280)
dhamrai-body: ঢাকার ধামরাইয়ে চার কেজি গাঁজাসহ এক মাদক কারবারিকে গ্রেফতার করেছে থানা পুলিশ। গোপন সংবাদের ভিত্তিতে অভিযান চালিয়ে তাকে গ্রেফতার করা হয়। পুলিশ জানায়, গ্রেফতারকৃতের বিরুদ্ধে মাদক আইনে মামলা দায়ের করা হয়েছে। xyxy=(590,1483,768,1541)
hanif-body: নেত্রকোনা পৌর শহরের বাসিন্দা হানিফ মিয়া দীর্ঘদিন ধরে ভিক্ষাবৃত্তি করে জীবিকা নির্বাহ করতেন। পৌর প্রশাসনের মানবিক উদ্যোগে তিনি এখন একটি ছোট মুদি দোকানের মালিক। ভিক্ষুকমুক্ত শহর গড়ার লক্ষ্যে পৌরসভা এ উদ্যোগ গ্রহণ করেছে। হানিফ বলেন, এখন আর কারো কাছে হাত পাততে হয় না, সম্মানের সাথে সংসার চালাতে পারছি। পৌর প্রশাসক জানান, পর্যায়ক্রমে আরো ভিক্ষুককে পুনর্বাসন করা হবে। xyxy=(8,801,192,907)
rupganj-article-col2b xyxy=(494,854,776,1115)
rupganj-body: টানা বর্ষণে নারায়ণগঞ্জের রূপগঞ্জ উপজেলায় সবজির ব্যাপক ক্ষতি হয়েছে। উপজেলার বিভিন্ন এলাকায় শত শত বিঘা জমির সবজি ক্ষেত পানিতে তলিয়ে গেছে। কৃষকরা জানান, লাউ, শিম, ঢেঁড়স, বেগুন ও মরিচের ক্ষেত নষ্ট হয়ে যাওয়ায় তারা চরম ক্ষতির মুখে পড়েছেন। বৃষ্টির পানিতে নিচু এলাকার রাস্তাঘাট ডুবে যাওয়ায় জনজীবন বিপর্যস্ত হয়ে পড়েছে। উপজেলা কৃষি কর্মকর্তা জানান, ক্ষতিগ্রস্ত কৃষকদের তালিকা করা হচ্ছে এবং প্রণোদনার আওতায় আনা হবে। xyxy=(206,776,484,846)
saksharata-body-cont: সাতক্ষীরায় আনসার ও গ্রাম প্রতিরক্ষা বাহিনীর বিভিন্ন পর্যায়ের সদস্যদের মধ্যে বাইসাইকেল বিতরণ করা হয়েছে। জেলা আনসার ও ভিডিপি কার্যালয়ে আয়োজিত অনুষ্ঠানে প্রধান অতিথি হিসেবে উপস্থিত থেকে সাইকেল বিতরণ করেন জেলা প্রশাসক। বক্তারা বলেন, প্রত্যন্ত অঞ্চলে দায়িত্ব পালনে এসব সাইকেল সদস্যদের কাজে আসবে। xyxy=(789,336,956,430)
daudkandi-body-cont5: কুমিল্লার দাউদকান্দি উপজেলার গৌরীপুর মোড় ও বাজার এলাকায় ফুটপাথ দখল করে গড়ে উঠেছে অসংখ্য দোকানপাট। ফলে পথচারীদের চলাচলে চরম ভোগান্তি পোহাতে হচ্ছে। শৃঙ্খলা রক্ষার নামে লাইনম্যানরা দোকানিদের কাছ থেকে নিয়মিত টাকা আদায় করছেন বলে অভিযোগ রয়েছে। যানজটে নাকাল হচ্ছেন যাত্রী ও চালকরা। সড়ক ও জনপথ বিভাগের নির্বাহী প্রকৌশলী জানান, দ্রুত উচ্ছেদ অভিযান পরিচালনা করা হবে। xyxy=(1254,412,1532,482)
daudkandi-byline: ■ দাউদকান্দি (কুমিল্লা) সংবাদদাতা xyxy=(968,261,1094,272)
man-face xyxy=(354,1569,406,1634)
daudkandi-body-cont2: কুমিল্লার দাউদকান্দি উপজেলার গৌরীপুর মোড় ও বাজার এলাকায় ফুটপাথ দখল করে গড়ে উঠেছে অসংখ্য দোকানপাট। ফলে পথচারীদের চলাচলে চরম ভোগান্তি পোহাতে হচ্ছে। শৃঙ্খলা রক্ষার নামে লাইনম্যানরা দোকানিদের কাছ থেকে নিয়মিত টাকা আদায় করছেন বলে অভিযোগ রয়েছে। যানজটে নাকাল হচ্ছেন যাত্রী ও চালকরা। সড়ক ও জনপথ বিভাগের নির্বাহী প্রকৌশলী জানান, দ্রুত উচ্ছেদ অভিযান পরিচালনা করা হবে। xyxy=(968,645,1246,716)
sripur-article xyxy=(1350,1348,1533,1507)
patuakhali-body: পটুয়াখালী ও কুষ্টিয়ায় পৃথক দুই বাড়িতে ডাকাতির ঘটনা ঘটেছে। ডাকাতরা বাড়ির লোকজনকে জিম্মি করে স্বর্ণালঙ্কার, নগদ টাকা ও মোবাইল ফোন লুট করে নিয়ে যায়। খবর পেয়ে পুলিশ ঘটনাস্থল পরিদর্শন করেছে। ডাকাতদের গ্রেফতারে অভিযান চলছে বলে জানিয়েছে পুলিশ। xyxy=(8,1654,192,1725)
rangamati-body-cont2: রাঙ্গামাটিতে বাজারফান্ড প্রশাসনের জমি বন্ধক রেখে ব্যাংক ঋণ কার্যক্রম চালুর দাবি জানিয়েছেন স্থানীয় ব্যবসায়ীরা। তারা বলেন, পার্বত্য চট্টগ্রামে ভূমি সংক্রান্ত জটিলতার কারণে ব্যবসায়ীরা সহজে ঋণ পান না। ফলে ব্যবসা সম্প্রসারণ ও কর্মসংস্থান বাধাগ্রস্ত হচ্ছে। দ্রুত এ বিষয়ে সরকারি সিদ্ধান্ত কামনা করেন তারা। xyxy=(778,1828,956,1910)
jibannagar-article xyxy=(8,270,270,641)
daudkandi-body-cont3: কুমিল্লার দাউদকান্দি উপজেলার গৌরীপুর মোড় ও বাজার এলাকায় ফুটপাথ দখল করে গড়ে উঠেছে অসংখ্য দোকানপাট। ফলে পথচারীদের চলাচলে চরম ভোগান্তি পোহাতে হচ্ছে। শৃঙ্খলা রক্ষার নামে লাইনম্যানরা দোকানিদের কাছ থেকে নিয়মিত টাকা আদায় করছেন বলে অভিযোগ রয়েছে। যানজটে নাকাল হচ্ছেন যাত্রী ও চালকরা। সড়ক ও জনপথ বিভাগের নির্বাহী প্রকৌশলী জানান, দ্রুত উচ্ছেদ অভিযান পরিচালনা করা হবে। xyxy=(1254,262,1532,332)
kotalipara-article xyxy=(968,903,1340,1009)
column-rule xyxy=(196,645,197,2361)
